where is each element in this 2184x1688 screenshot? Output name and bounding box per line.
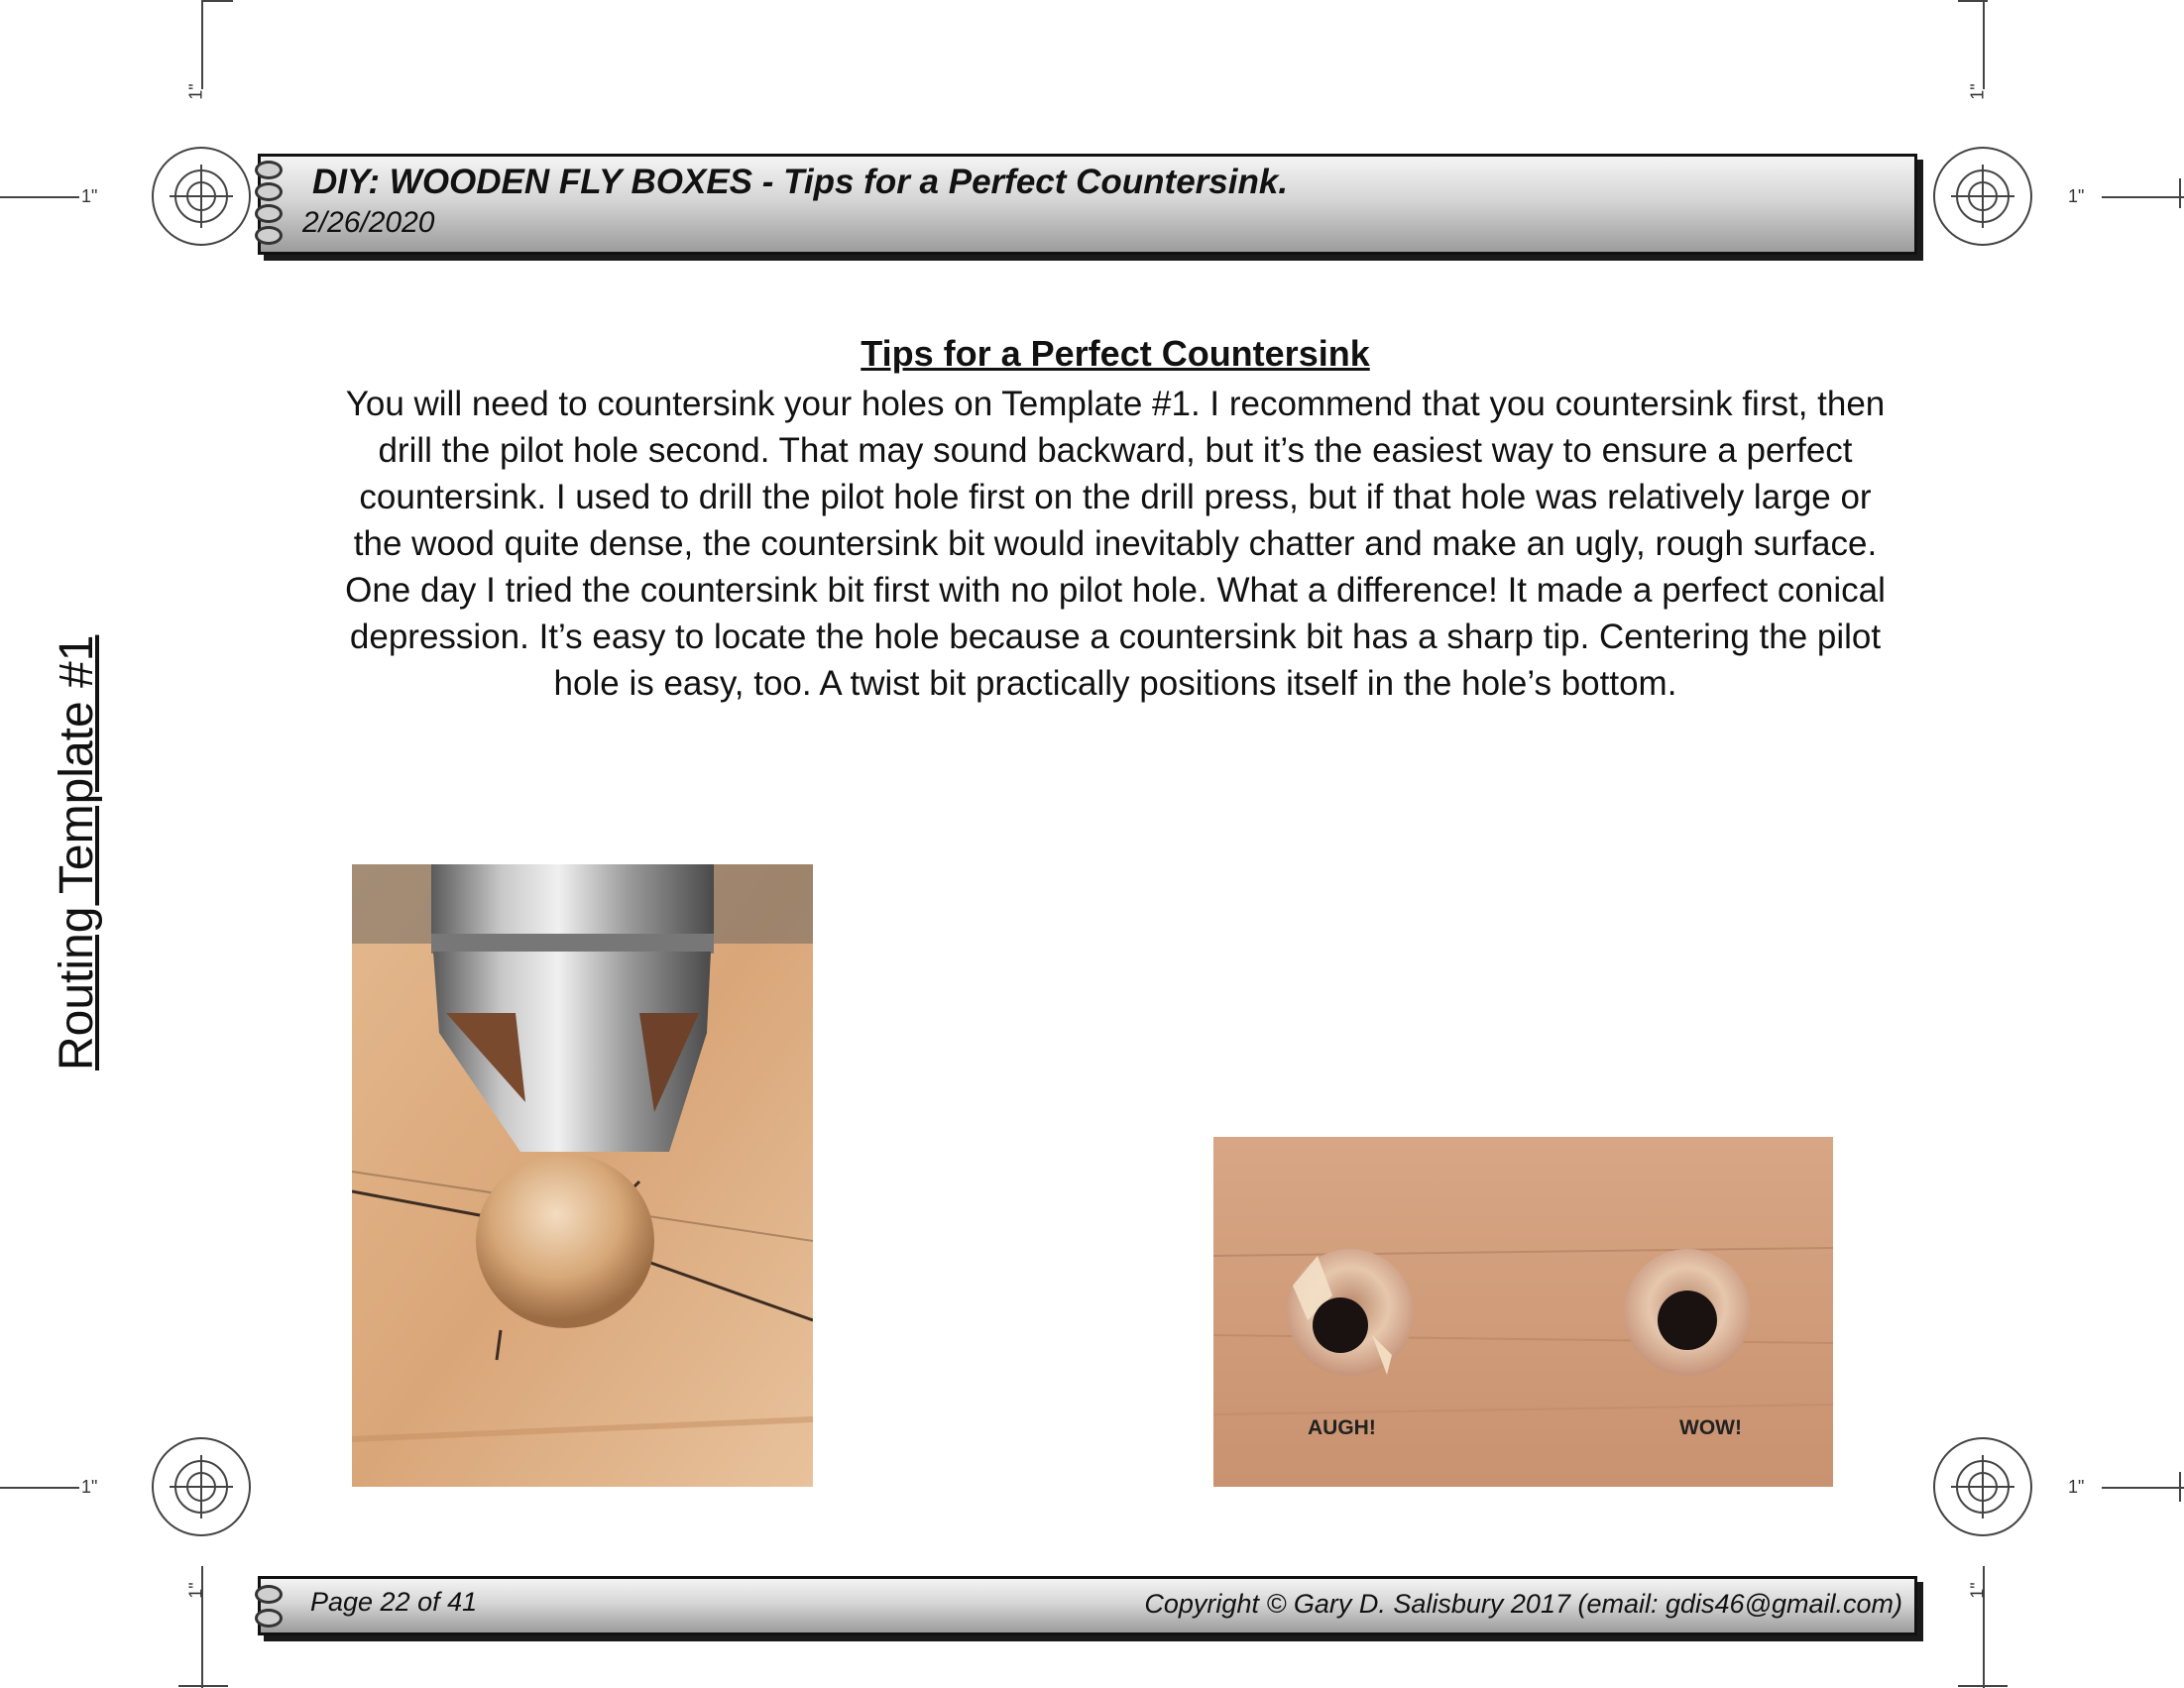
margin-line [1983,0,1985,89]
registration-mark [150,145,253,248]
margin-line [2179,1472,2181,1502]
margin-line [178,1685,228,1687]
margin-line [2179,178,2181,208]
registration-mark [150,1435,253,1538]
bad-countersink-label: AUGH! [1308,1416,1376,1439]
document-title: DIY: WOODEN FLY BOXES - Tips for a Perfect Countersink. [312,163,1289,201]
document-date: 2/26/2020 [302,206,435,239]
margin-dimension-label: 1" [81,186,98,206]
footer-banner [258,1576,1917,1635]
registration-mark [1931,1435,2034,1538]
margin-dimension-label: 1" [2068,1477,2085,1497]
margin-line [2102,196,2184,198]
margin-dimension-label: 1" [1967,1582,1988,1599]
spiral-binding-icon [255,159,285,250]
margin-dimension-label: 1" [2068,186,2085,206]
registration-mark [1931,145,2034,248]
margin-dimension-label: 1" [185,1582,206,1599]
margin-line [2102,1487,2184,1489]
countersink-bit-photo [352,864,813,1487]
section-heading: Tips for a Perfect Countersink [861,333,1370,374]
margin-line [1958,1685,2008,1687]
countersink-comparison-photo [1213,1137,1833,1487]
margin-line [0,1487,79,1489]
margin-dimension-label: 1" [81,1477,98,1497]
side-section-label: Routing Template #1 [51,634,103,1070]
header-banner [258,154,1917,255]
page-number: Page 22 of 41 [310,1587,478,1617]
margin-line [0,196,79,198]
margin-dimension-label: 1" [185,83,206,100]
spiral-binding-icon [255,1583,285,1631]
margin-dimension-label: 1" [1967,83,1988,100]
margin-line [1958,0,1988,2]
good-countersink-label: WOW! [1679,1416,1742,1439]
margin-line [201,0,203,89]
copyright-notice: Copyright © Gary D. Salisbury 2017 (email: gdis46@gmail.com) [1144,1589,1902,1619]
body-paragraph: You will need to countersink your holes on Template #1. I recommend that you countersink first, then drill the pilot hole second. That may sound backward, but it’s the easiest way to ensure a perfect countersink. I used to drill the pilot hole first on the drill press, but if that hole was relatively large or the wood quite dense, the countersink bit would inevitably chatter and make an ugly, rough surface. One day I tried the countersink bit first with no pilot hole. What a difference! It made a perfect conical depression. It’s easy to locate the hole because a countersink bit has a sharp tip. Centering the pilot hole is easy, too. A twist bit practically positions itself in the hole’s bottom. [345,385,1886,703]
margin-line [203,0,233,2]
